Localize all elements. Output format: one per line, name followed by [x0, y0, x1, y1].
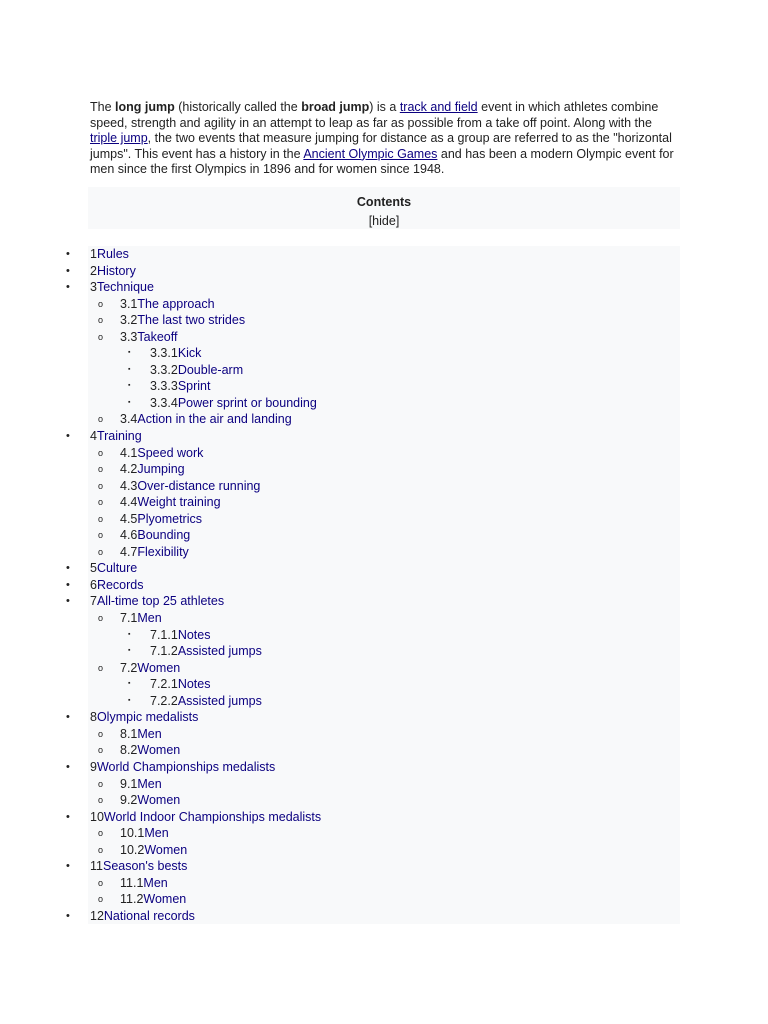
- toc-link[interactable]: [90, 560, 137, 577]
- link-track-and-field[interactable]: track and field: [399, 100, 478, 114]
- toc-item: [0, 858, 680, 875]
- toc-text: Training: [96, 429, 142, 444]
- toc-link[interactable]: [120, 891, 186, 908]
- toc-number: 3.2: [120, 313, 138, 328]
- toc-link[interactable]: [150, 395, 317, 412]
- list-bullet-icon: o: [98, 513, 104, 524]
- intro-text: event in which athletes combine speed, strength and agility in an attempt to leap as far as possible from a take off point. Along with the: [90, 100, 659, 130]
- list-bullet-icon: o: [98, 728, 104, 739]
- toc-text: Weight training: [137, 495, 221, 510]
- toc-text: Notes: [177, 677, 211, 692]
- toc-text: Women: [144, 842, 188, 857]
- toc-text: Bounding: [137, 528, 191, 543]
- toc-item: [0, 494, 680, 511]
- toc-number: 3.4: [120, 412, 138, 427]
- toc-item: [0, 263, 680, 280]
- toc-number: 11.1: [120, 875, 144, 890]
- intro-text: and has been a modern Olympic event for men since the first Olympics in 1896 and for women since 1948.: [90, 146, 674, 177]
- toc-item: [0, 560, 680, 577]
- toc-number: 8.2: [120, 743, 138, 758]
- toc-text: Notes: [177, 627, 211, 642]
- toc-item: [0, 792, 680, 809]
- list-bullet-icon: o: [98, 331, 104, 342]
- toc-link[interactable]: [120, 610, 162, 627]
- toc-number: 7.2.2: [150, 693, 178, 708]
- toc-row-background: [88, 776, 680, 793]
- list-bullet-icon: •: [66, 595, 70, 608]
- list-bullet-icon: •: [66, 760, 70, 773]
- toc-number: 9: [90, 759, 97, 774]
- toc-number: 4.4: [120, 495, 138, 510]
- toc-item: [0, 362, 680, 379]
- toc-item: [0, 461, 680, 478]
- toc-text: Men: [137, 611, 162, 626]
- toc-link[interactable]: [120, 461, 185, 478]
- toc-link[interactable]: [120, 329, 177, 346]
- toc-number: 3.3.4: [150, 395, 178, 410]
- toc-header: [88, 187, 680, 229]
- toc-number: 4.7: [120, 544, 138, 559]
- toc-link[interactable]: [120, 544, 189, 561]
- toc-item: [0, 842, 680, 859]
- toc-link[interactable]: [90, 428, 142, 445]
- toc-text: Women: [137, 660, 181, 675]
- toc-item: [0, 345, 680, 362]
- toc-list: [0, 246, 680, 924]
- toc-item: [0, 776, 680, 793]
- intro-text: ) is a: [369, 100, 400, 114]
- list-bullet-icon: •: [66, 281, 70, 294]
- list-bullet-icon: ▪: [128, 382, 131, 390]
- toc-link[interactable]: [120, 660, 180, 677]
- toc-item: [0, 312, 680, 329]
- toc-number: 4.5: [120, 511, 138, 526]
- toc-text: Assisted jumps: [177, 693, 262, 708]
- toc-text: Jumping: [137, 462, 185, 477]
- toc-item: [0, 643, 680, 660]
- toc-number: 11.2: [120, 892, 144, 907]
- toc-text: Speed work: [137, 445, 204, 460]
- toc-text: Olympic medalists: [96, 710, 199, 725]
- list-bullet-icon: o: [98, 447, 104, 458]
- toc-text: Takeoff: [137, 329, 178, 344]
- toc-link[interactable]: [120, 825, 169, 842]
- list-bullet-icon: •: [66, 264, 70, 277]
- list-bullet-icon: •: [66, 248, 70, 260]
- toc-number: 4.2: [120, 462, 138, 477]
- toc-item: [0, 825, 680, 842]
- toc-item: [0, 279, 680, 296]
- toc-item: [0, 428, 680, 445]
- toc-link[interactable]: [90, 759, 275, 776]
- list-bullet-icon: o: [98, 298, 104, 309]
- toc-number: 11: [90, 859, 103, 874]
- toc-text: Over-distance running: [137, 478, 261, 493]
- toc-number: 1: [90, 247, 97, 261]
- toc-link[interactable]: [120, 478, 260, 495]
- toc-number: 8: [90, 710, 97, 725]
- list-bullet-icon: o: [98, 464, 104, 475]
- toc-row-background: [88, 428, 680, 445]
- toc-row-background: [88, 610, 680, 627]
- toc-text: Action in the air and landing: [137, 412, 292, 427]
- toc-item: [0, 693, 680, 710]
- toc-link[interactable]: [90, 908, 195, 925]
- toc-text: Records: [96, 577, 144, 592]
- list-bullet-icon: •: [66, 909, 70, 922]
- toc-number: 10.1: [120, 826, 145, 841]
- toc-link[interactable]: [90, 858, 187, 875]
- toc-text: Plyometrics: [137, 511, 202, 526]
- intro-text: , the two events that measure jumping for distance as a group are referred to as the "horizontal jumps". This event has a history in the: [90, 131, 672, 161]
- toc-text: All-time top 25 athletes: [96, 594, 225, 609]
- list-bullet-icon: ▪: [128, 680, 131, 688]
- term-broad-jump: broad jump: [301, 100, 370, 114]
- toc-number: 3.3: [120, 329, 138, 344]
- toc-text: Women: [137, 743, 181, 758]
- toc-toggle-bracket-open: [: [368, 214, 373, 228]
- toc-link[interactable]: [90, 263, 136, 280]
- list-bullet-icon: o: [98, 546, 104, 557]
- toc-row-background: [88, 279, 680, 296]
- list-bullet-icon: •: [66, 860, 70, 873]
- link-ancient-olympic-games[interactable]: Ancient Olympic Games: [303, 146, 438, 161]
- toc-number: 4: [90, 429, 97, 444]
- toc-number: 7.2: [120, 660, 138, 675]
- toc-number: 3: [90, 280, 97, 295]
- toc-item: [0, 527, 680, 544]
- list-bullet-icon: ▪: [128, 349, 131, 357]
- toc-text: Power sprint or bounding: [177, 395, 317, 410]
- toc-link[interactable]: [150, 627, 210, 644]
- toc-number: 2: [90, 263, 97, 278]
- toc-number: 7.1: [120, 611, 138, 626]
- toc-number: 10.2: [120, 842, 145, 857]
- toc-text: National records: [103, 908, 195, 923]
- toc-row-background: [88, 560, 680, 577]
- toc-link[interactable]: [150, 643, 262, 660]
- toc-item: [0, 891, 680, 908]
- toc-link[interactable]: [120, 842, 187, 859]
- toc-number: 4.6: [120, 528, 138, 543]
- toc-link[interactable]: [120, 527, 190, 544]
- toc-link[interactable]: [120, 312, 245, 329]
- toc-hide-link[interactable]: hide: [372, 214, 396, 228]
- toc-item: [0, 759, 680, 776]
- toc-item: [0, 610, 680, 627]
- toc-text: Assisted jumps: [177, 644, 262, 659]
- list-bullet-icon: ▪: [128, 630, 131, 638]
- intro-paragraph: [90, 100, 680, 178]
- toc-item: [0, 676, 680, 693]
- list-bullet-icon: •: [66, 430, 70, 443]
- toc-link[interactable]: [150, 362, 243, 379]
- toc-link[interactable]: [120, 494, 221, 511]
- toc-text: Rules: [96, 247, 129, 261]
- toc-text: Men: [144, 826, 169, 841]
- toc-item: [0, 660, 680, 677]
- list-bullet-icon: ▪: [128, 647, 131, 655]
- toc-link[interactable]: [90, 809, 321, 826]
- toc-row-background: [88, 246, 680, 263]
- toc-number: 4.1: [120, 445, 138, 460]
- list-bullet-icon: o: [98, 613, 104, 624]
- list-bullet-icon: •: [66, 810, 70, 823]
- toc-toggle[interactable]: [88, 214, 680, 228]
- list-bullet-icon: •: [66, 711, 70, 724]
- toc-link[interactable]: [120, 792, 180, 809]
- toc-item: [0, 627, 680, 644]
- toc-item: [0, 246, 680, 263]
- toc-item: [0, 478, 680, 495]
- toc-link[interactable]: [120, 742, 180, 759]
- list-bullet-icon: o: [98, 414, 104, 425]
- toc-link[interactable]: [90, 279, 154, 296]
- toc-item: [0, 908, 680, 925]
- toc-number: 7.1.2: [150, 644, 178, 659]
- toc-item: [0, 742, 680, 759]
- toc-number: 9.2: [120, 793, 138, 808]
- toc-link[interactable]: [120, 445, 203, 462]
- link-triple-jump[interactable]: triple jump: [90, 131, 148, 146]
- toc-toggle-bracket-close: ]: [395, 214, 400, 228]
- list-bullet-icon: o: [98, 828, 104, 839]
- toc-text: World Championships medalists: [96, 759, 276, 774]
- toc-item: [0, 544, 680, 561]
- toc-number: 6: [90, 577, 97, 592]
- toc-link[interactable]: [120, 296, 215, 313]
- toc-item: [0, 411, 680, 428]
- toc-link[interactable]: [120, 411, 292, 428]
- list-bullet-icon: o: [98, 662, 104, 673]
- toc-link[interactable]: [90, 246, 129, 263]
- intro-text: The: [90, 100, 116, 114]
- list-bullet-icon: o: [98, 315, 104, 326]
- list-bullet-icon: ▪: [128, 696, 131, 704]
- toc-item: [0, 577, 680, 594]
- list-bullet-icon: o: [98, 877, 104, 888]
- list-bullet-icon: •: [66, 578, 70, 591]
- toc-text: Season's bests: [102, 859, 188, 874]
- toc-item: [0, 395, 680, 412]
- list-bullet-icon: o: [98, 530, 104, 541]
- toc-item: [0, 709, 680, 726]
- toc-item: [0, 445, 680, 462]
- toc-link[interactable]: [150, 378, 210, 395]
- toc-link[interactable]: [120, 726, 162, 743]
- toc-text: Kick: [177, 346, 202, 361]
- toc-item: [0, 329, 680, 346]
- toc-row-background: [88, 726, 680, 743]
- toc-number: 8.1: [120, 726, 138, 741]
- toc-text: Women: [137, 793, 181, 808]
- term-long-jump: long jump: [115, 100, 175, 114]
- list-bullet-icon: o: [98, 795, 104, 806]
- list-bullet-icon: o: [98, 778, 104, 789]
- toc-number: 3.1: [120, 296, 138, 311]
- toc-text: The approach: [137, 296, 215, 311]
- list-bullet-icon: ▪: [128, 398, 131, 406]
- list-bullet-icon: o: [98, 844, 104, 855]
- toc-link[interactable]: [120, 875, 168, 892]
- toc-row-background: [88, 577, 680, 594]
- toc-row-background: [88, 263, 680, 280]
- toc-item: [0, 593, 680, 610]
- toc-text: History: [96, 263, 136, 278]
- list-bullet-icon: o: [98, 497, 104, 508]
- toc-item: [0, 726, 680, 743]
- toc-link[interactable]: [120, 776, 162, 793]
- list-bullet-icon: ▪: [128, 365, 131, 373]
- toc-link[interactable]: [90, 709, 198, 726]
- list-bullet-icon: o: [98, 745, 104, 756]
- toc-link[interactable]: [150, 676, 210, 693]
- list-bullet-icon: o: [98, 894, 104, 905]
- toc-text: Men: [137, 726, 162, 741]
- toc-number: 9.1: [120, 776, 138, 791]
- toc-number: 12: [90, 908, 104, 923]
- toc-text: Sprint: [177, 379, 211, 394]
- toc-number: 5: [90, 561, 97, 576]
- toc-link[interactable]: [120, 511, 202, 528]
- toc-text: Technique: [96, 280, 154, 295]
- toc-item: [0, 378, 680, 395]
- toc-text: Men: [137, 776, 162, 791]
- toc-row-background: [88, 875, 680, 892]
- toc-link[interactable]: [150, 345, 201, 362]
- toc-number: 7.2.1: [150, 677, 178, 692]
- toc-item: [0, 875, 680, 892]
- toc-number: 3.3.2: [150, 362, 178, 377]
- toc-text: World Indoor Championships medalists: [103, 809, 322, 824]
- toc-number: 7.1.1: [150, 627, 178, 642]
- toc-link[interactable]: [150, 693, 262, 710]
- toc-text: Men: [143, 875, 168, 890]
- toc-number: 3.3.3: [150, 379, 178, 394]
- toc-number: 7: [90, 594, 97, 609]
- list-bullet-icon: o: [98, 480, 104, 491]
- toc-row-background: [88, 825, 680, 842]
- toc-item: [0, 511, 680, 528]
- toc-number: 3.3.1: [150, 346, 178, 361]
- toc-item: [0, 809, 680, 826]
- list-bullet-icon: •: [66, 562, 70, 575]
- toc-title: Contents: [356, 195, 412, 209]
- toc-link[interactable]: [90, 577, 144, 594]
- toc-text: Culture: [96, 561, 138, 576]
- toc-text: Double-arm: [177, 362, 244, 377]
- toc-text: Women: [143, 892, 187, 907]
- toc-text: Flexibility: [137, 544, 189, 559]
- toc-number: 10: [90, 809, 104, 824]
- toc-number: 4.3: [120, 478, 138, 493]
- toc-item: [0, 296, 680, 313]
- toc-link[interactable]: [90, 593, 224, 610]
- toc-text: The last two strides: [137, 313, 246, 328]
- intro-text: (historically called the: [174, 100, 302, 114]
